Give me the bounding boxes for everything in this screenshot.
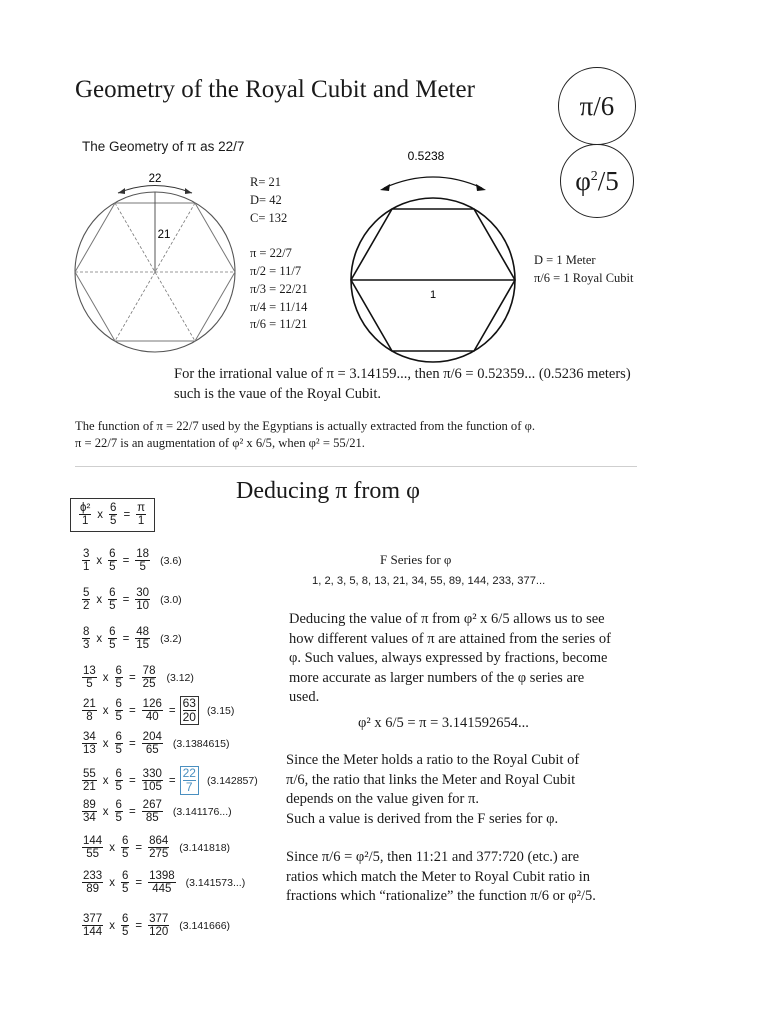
fraction-result: $\frac{126}{40}$ <box>142 697 162 723</box>
section-title: Deducing π from φ <box>236 478 420 504</box>
approx-value: (3.12) <box>166 672 194 684</box>
times-sign: x <box>109 920 115 932</box>
fraction-result: $\frac{78}{25}$ <box>142 665 156 690</box>
times-sign: x <box>102 774 109 787</box>
fraction-phi-term: $\frac{34}{13}$ <box>83 731 96 756</box>
meter-notes <box>534 252 633 288</box>
fraction-result: $\frac{204}{65}$ <box>142 731 162 756</box>
cubit-arc <box>384 177 482 188</box>
cubit-note: π/6 = 1 Royal Cubit <box>534 270 634 285</box>
times-sign: x <box>109 877 115 889</box>
function-note <box>75 418 535 452</box>
equals-sign: = <box>128 704 136 717</box>
equation-row <box>80 731 230 757</box>
reduced-fraction-box: $\frac{22}{7}$ <box>180 766 199 795</box>
fraction-phi-squared: $\frac{\text{ϕ²}}{1}$ <box>80 502 91 527</box>
hexagon-circle-diagram <box>60 160 260 360</box>
phi-squared-text: $\varphi^2/5$ <box>575 165 619 196</box>
fraction-phi-term: $\frac{233}{89}$ <box>83 870 103 895</box>
times-sign: x <box>102 738 109 750</box>
equals-sign: = <box>128 738 136 750</box>
times-sign: x <box>109 842 115 854</box>
equals-sign: = <box>135 842 143 854</box>
times-sign: x <box>102 672 109 684</box>
fraction-six-fifths: $\frac{6}{5}$ <box>109 548 116 573</box>
fraction-phi-term: $\frac{8}{3}$ <box>83 626 90 651</box>
fraction-phi-term: $\frac{144}{55}$ <box>83 835 103 860</box>
pi-value-3: π/3 = 22/21 <box>250 281 308 296</box>
equation-row <box>80 913 230 939</box>
fraction-phi-term: $\frac{21}{8}$ <box>83 697 96 723</box>
equation-row <box>80 766 258 795</box>
fseries-list: 1, 2, 3, 5, 8, 13, 21, 34, 55, 89, 144, 233, 377... <box>312 575 546 587</box>
equation-row <box>80 870 245 896</box>
page-title: Geometry of the Royal Cubit and Meter <box>75 76 475 103</box>
diameter-label: 1 <box>429 289 437 301</box>
section-divider <box>75 466 637 467</box>
meter-cubit-diagram <box>340 140 540 365</box>
fraction-six-fifths: $\frac{6}{5}$ <box>121 870 129 895</box>
times-sign: x <box>96 594 103 606</box>
pi-value-6: π/6 = 11/21 <box>250 317 308 332</box>
times-sign: x <box>97 509 104 521</box>
fraction-result: $\frac{267}{85}$ <box>142 799 162 824</box>
approx-value: (3.15) <box>206 704 235 717</box>
approx-value: (3.141666) <box>179 920 231 932</box>
fseries-title: F Series for φ <box>380 552 452 567</box>
fraction-six-fifths: $\frac{6}{5}$ <box>121 835 129 860</box>
function-note-line1: The function of π = 22/7 used by the Egyptians is actually extracted from the function of φ. <box>75 419 535 433</box>
base-equation <box>70 498 155 532</box>
reduced-fraction-box: $\frac{63}{20}$ <box>180 696 199 725</box>
equals-sign: = <box>128 806 136 818</box>
value-circumference: C= 132 <box>250 210 288 225</box>
fraction-result: $\frac{48}{15}$ <box>136 626 150 651</box>
approx-value: (3.142857) <box>206 774 258 787</box>
irrational-note-line2: such is the vaue of the Royal Cubit. <box>174 385 381 402</box>
deducing-paragraph: Deducing the value of π from φ² x 6/5 allows us to see how different values of π are attained from the series of φ. Such values, always expressed by fractions, become more accurate as larger numbers of the φ series are used. <box>289 611 611 705</box>
equals-sign: = <box>168 774 176 787</box>
equation-row <box>80 665 194 691</box>
times-sign: x <box>96 555 103 567</box>
value-diameter: D= 42 <box>250 192 282 207</box>
meter-note: D = 1 Meter <box>534 253 596 267</box>
equals-sign: = <box>128 672 136 684</box>
equals-sign: = <box>122 555 130 567</box>
approx-value: (3.141818) <box>179 842 231 854</box>
rationalize-paragraph: Since π/6 = φ²/5, then 11:21 and 377:720 (etc.) are ratios which match the Meter to Royal Cubit ratio in fractions which “rationalize” the function π/6 or φ²/5. <box>286 849 596 904</box>
fraction-phi-term: $\frac{55}{21}$ <box>83 767 96 793</box>
irrational-note-line1: For the irrational value of π = 3.14159..., then π/6 = 0.52359... (0.5236 meters) <box>174 366 631 382</box>
arc-label: 22 <box>148 173 162 185</box>
fraction-six-fifths: $\frac{6}{5}$ <box>121 913 129 938</box>
equals-sign: = <box>168 704 176 717</box>
equation-row <box>80 548 182 574</box>
fraction-result: $\frac{30}{10}$ <box>136 587 150 612</box>
pi-value-4: π/4 = 11/14 <box>250 299 308 314</box>
fraction-result: $\frac{18}{5}$ <box>136 548 150 573</box>
fraction-six-fifths: $\frac{6}{5}$ <box>115 697 122 723</box>
equals-sign: = <box>135 920 143 932</box>
equals-sign: = <box>122 633 130 645</box>
equals-sign: = <box>128 774 136 787</box>
fraction-phi-term: $\frac{5}{2}$ <box>83 587 90 612</box>
pi-value-1: π = 22/7 <box>250 246 292 261</box>
approx-value: (3.141176...) <box>172 806 232 818</box>
function-note-line2: π = 22/7 is an augmentation of φ² x 6/5, when φ² = 55/21. <box>75 436 365 450</box>
equation-row <box>80 696 234 725</box>
approx-value: (3.2) <box>160 633 182 645</box>
approx-value: (3.0) <box>160 594 182 606</box>
fraction-result: $\frac{330}{105}$ <box>142 767 162 793</box>
approx-value: (3.141573...) <box>185 877 246 889</box>
equation-row <box>80 626 182 652</box>
fraction-phi-term: $\frac{3}{1}$ <box>83 548 90 573</box>
fraction-phi-term: $\frac{13}{5}$ <box>83 665 96 690</box>
fraction-phi-term: $\frac{377}{144}$ <box>83 913 103 938</box>
times-sign: x <box>102 806 109 818</box>
meter-ratio-paragraph: Since the Meter holds a ratio to the Royal Cubit of π/6, the ratio that links the Meter and Royal Cubit depends on the value given for π. Such a value is derived from the F series for φ. <box>286 752 580 827</box>
times-sign: x <box>96 633 103 645</box>
fraction-result: $\frac{1398}{445}$ <box>149 870 175 895</box>
fraction-six-fifths: $\frac{6}{5}$ <box>115 731 122 756</box>
fraction-six-fifths: $\frac{6}{5}$ <box>110 502 117 527</box>
fraction-six-fifths: $\frac{6}{5}$ <box>115 799 122 824</box>
irrational-note <box>174 365 631 404</box>
times-sign: x <box>102 704 109 717</box>
fraction-six-fifths: $\frac{6}{5}$ <box>109 626 116 651</box>
equals-sign: = <box>135 877 143 889</box>
fraction-six-fifths: $\frac{6}{5}$ <box>115 767 122 793</box>
fraction-pi: $\frac{\pi}{1}$ <box>137 502 146 527</box>
phi-squared-badge <box>560 144 634 218</box>
equals-sign: = <box>123 509 131 521</box>
pi-over-six-badge <box>558 67 636 145</box>
fraction-six-fifths: $\frac{6}{5}$ <box>115 665 122 690</box>
approx-value: (3.6) <box>160 555 182 567</box>
cubit-arc-label: 0.5238 <box>407 149 445 163</box>
phi-formula: φ² x 6/5 = π = 3.141592654... <box>358 715 529 731</box>
circle-values <box>250 174 308 334</box>
equation-row <box>80 587 182 613</box>
pi-value-2: π/2 = 11/7 <box>250 263 302 278</box>
equals-sign: = <box>122 594 130 606</box>
approx-value: (3.1384615) <box>172 738 230 750</box>
fraction-six-fifths: $\frac{6}{5}$ <box>109 587 116 612</box>
left-figure-subtitle: The Geometry of π as 22/7 <box>82 139 245 154</box>
value-radius: R= 21 <box>250 175 282 189</box>
equation-row <box>80 799 232 825</box>
fraction-phi-term: $\frac{89}{34}$ <box>83 799 96 824</box>
pi-over-six-text: π/6 <box>579 90 615 121</box>
equation-row <box>80 835 230 861</box>
radius-label: 21 <box>157 229 171 241</box>
fraction-result: $\frac{377}{120}$ <box>149 913 169 938</box>
fraction-result: $\frac{864}{275}$ <box>149 835 169 860</box>
